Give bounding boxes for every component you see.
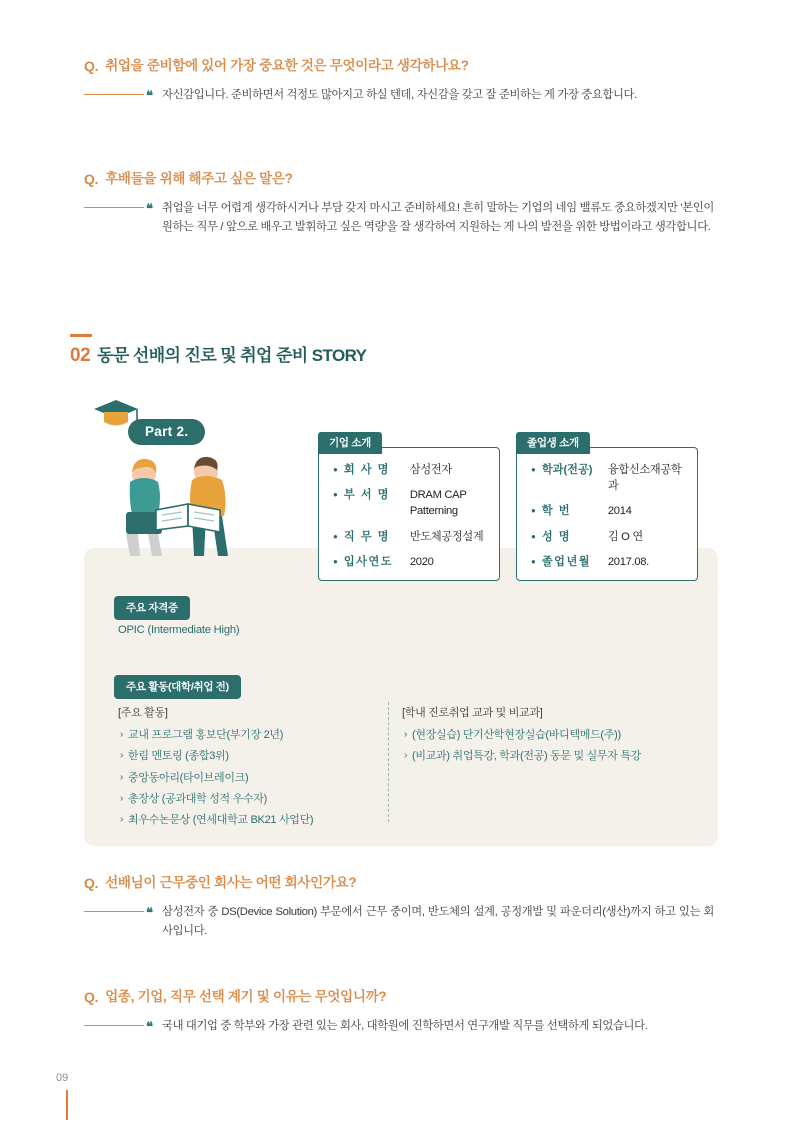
answer-dash-icon	[84, 207, 144, 208]
graduate-row-3	[531, 554, 683, 570]
chevron-right-icon: ›	[120, 750, 124, 762]
chevron-right-icon: ›	[120, 771, 124, 783]
page-number-rule	[66, 1090, 68, 1120]
company-value-0: 삼성전자	[409, 464, 452, 476]
quote-icon: ❝	[146, 905, 153, 921]
graduate-row-1	[531, 503, 683, 519]
list-item	[120, 792, 370, 806]
graduate-info-card	[516, 437, 698, 581]
question-text: 선배님이 근무중인 회사는 어떤 회사인가요?	[105, 875, 357, 890]
answer-block	[84, 1017, 714, 1036]
list-item-label: 총장상 (공과대학 성적 우수자)	[128, 792, 267, 805]
list-item-label: (비교과) 취업특강, 학과(전공) 동문 및 실무자 특강	[412, 750, 641, 763]
chevron-right-icon: ›	[404, 750, 408, 762]
answer-text: 삼성전자 중 DS(Device Solution) 부문에서 근무 중이며, 반도체의 설계, 공정개발 및 파운더리(생산)까지 하고 있는 회사입니다.	[162, 906, 714, 937]
company-row-2	[333, 529, 485, 545]
quote-icon: ❝	[146, 1019, 153, 1035]
graduate-key-0: 학과(전공)	[541, 464, 593, 476]
list-item-label: 중앙동아리(타이브레이크)	[128, 771, 249, 784]
activities-left-list	[120, 728, 370, 834]
graduate-value-1: 2014	[607, 505, 632, 518]
list-item-label: 교내 프로그램 홍보단(부기장 2년)	[128, 729, 284, 741]
question-row	[84, 57, 714, 75]
part-badge: Part 2.	[128, 419, 205, 445]
answer-text: 취업을 너무 어렵게 생각하시거나 부담 갖지 마시고 준비하세요! 흔히 말하는 기업의 네임 밸류도 중요하겠지만 '본인이 원하는 직무 / 앞으로 배우고 발휘하고 싶은 역량'을 잘 생각하여 지원하는 게 나의 발전을 위한 방법이라고 생각합니다.	[162, 202, 714, 233]
answer-text: 자신감입니다. 준비하면서 걱정도 많아지고 하실 텐데, 자신감을 갖고 잘 준비하는 게 가장 중요합니다.	[162, 89, 637, 102]
certificates-text: OPIC (Intermediate High)	[118, 624, 240, 636]
graduate-key-1: 학 번	[541, 505, 572, 518]
list-item	[404, 749, 704, 763]
company-row-3	[333, 554, 485, 570]
bullet-icon: ●	[333, 490, 338, 500]
activities-left-title: [주요 활동]	[118, 707, 168, 719]
answer-block	[84, 86, 714, 105]
list-item	[120, 771, 370, 785]
bullet-icon: ●	[531, 556, 536, 566]
activities-label: 주요 활동(대학/취업 전)	[114, 675, 241, 699]
quote-icon: ❝	[146, 88, 153, 104]
answer-dash-icon	[84, 911, 144, 912]
bullet-icon: ●	[531, 531, 536, 541]
chevron-right-icon: ›	[120, 814, 124, 826]
company-key-1: 부 서 명	[343, 489, 390, 502]
answer-dash-icon	[84, 1025, 144, 1026]
question-text: 업종, 기업, 직무 선택 계기 및 이유는 무엇입니까?	[105, 989, 387, 1004]
question-text: 후배들을 위해 해주고 싶은 말은?	[105, 171, 293, 186]
chevron-right-icon: ›	[404, 729, 408, 740]
graduate-value-0: 융합신소재공학과	[607, 464, 682, 493]
chevron-right-icon: ›	[120, 792, 124, 804]
question-text: 취업을 준비함에 있어 가장 중요한 것은 무엇이라고 생각하나요?	[105, 58, 469, 73]
bullet-icon: ●	[333, 465, 338, 474]
graduate-value-3: 2017.08.	[607, 555, 649, 568]
quote-icon: ❝	[146, 201, 153, 217]
bullet-icon: ●	[333, 531, 338, 541]
company-value-1: DRAM CAP Patterning	[409, 489, 467, 518]
qa-item-bottom-2	[84, 988, 714, 1036]
certificates-label: 주요 자격증	[114, 596, 190, 620]
list-item	[120, 749, 370, 763]
bullet-icon: ●	[531, 506, 536, 516]
company-info-card	[318, 437, 500, 581]
company-card-tab: 기업 소개	[318, 432, 382, 454]
graduate-key-3: 졸업년월	[541, 555, 592, 568]
list-item	[120, 813, 370, 827]
chevron-right-icon: ›	[120, 729, 124, 740]
qa-item-top-1	[84, 57, 714, 105]
question-marker: Q.	[84, 875, 99, 891]
question-row	[84, 170, 714, 188]
company-key-2: 직 무 명	[343, 530, 390, 543]
question-row	[84, 874, 714, 892]
list-item-label: 한림 멘토링 (종합3위)	[128, 750, 229, 763]
list-item-label: (현장실습) 단기산학현장실습(바디텍메드(주))	[412, 729, 621, 741]
page-number: 09	[56, 1072, 69, 1084]
graduate-row-2	[531, 529, 683, 545]
activities-divider	[388, 702, 389, 822]
section-title: 동문 선배의 진로 및 취업 준비 STORY	[97, 346, 367, 365]
activities-right-list	[404, 728, 704, 771]
list-item-label: 최우수논문상 (연세대학교 BK21 사업단)	[128, 814, 314, 827]
qa-item-bottom-1	[84, 874, 714, 940]
students-illustration	[96, 452, 271, 562]
graduate-key-2: 성 명	[541, 530, 572, 543]
question-marker: Q.	[84, 58, 99, 74]
list-item	[120, 728, 370, 742]
question-row	[84, 988, 714, 1006]
answer-block	[84, 903, 714, 940]
activities-right-title: [학내 진로취업 교과 및 비교과]	[402, 707, 543, 719]
question-marker: Q.	[84, 989, 99, 1005]
bullet-icon: ●	[531, 465, 536, 474]
company-value-3: 2020	[409, 555, 434, 568]
section-header	[70, 334, 366, 367]
list-item	[404, 728, 704, 742]
answer-text: 국내 대기업 중 학부와 가장 관련 있는 회사, 대학원에 진학하면서 연구개발 직무를 선택하게 되었습니다.	[162, 1020, 648, 1033]
question-marker: Q.	[84, 171, 99, 187]
company-key-0: 회 사 명	[343, 464, 390, 476]
qa-item-top-2	[84, 170, 714, 236]
section-rule	[70, 334, 92, 337]
answer-dash-icon	[84, 94, 144, 95]
graduate-row-0	[531, 462, 683, 494]
company-row-1	[333, 487, 485, 519]
answer-block	[84, 199, 714, 236]
section-number: 02	[70, 345, 91, 366]
bullet-icon: ●	[333, 556, 338, 566]
graduate-card-tab: 졸업생 소개	[516, 432, 590, 454]
graduate-value-2: 김 O 연	[607, 530, 643, 543]
company-key-3: 입사연도	[343, 555, 394, 568]
company-row-0	[333, 462, 485, 478]
company-value-2: 반도체공정설계	[409, 530, 484, 543]
